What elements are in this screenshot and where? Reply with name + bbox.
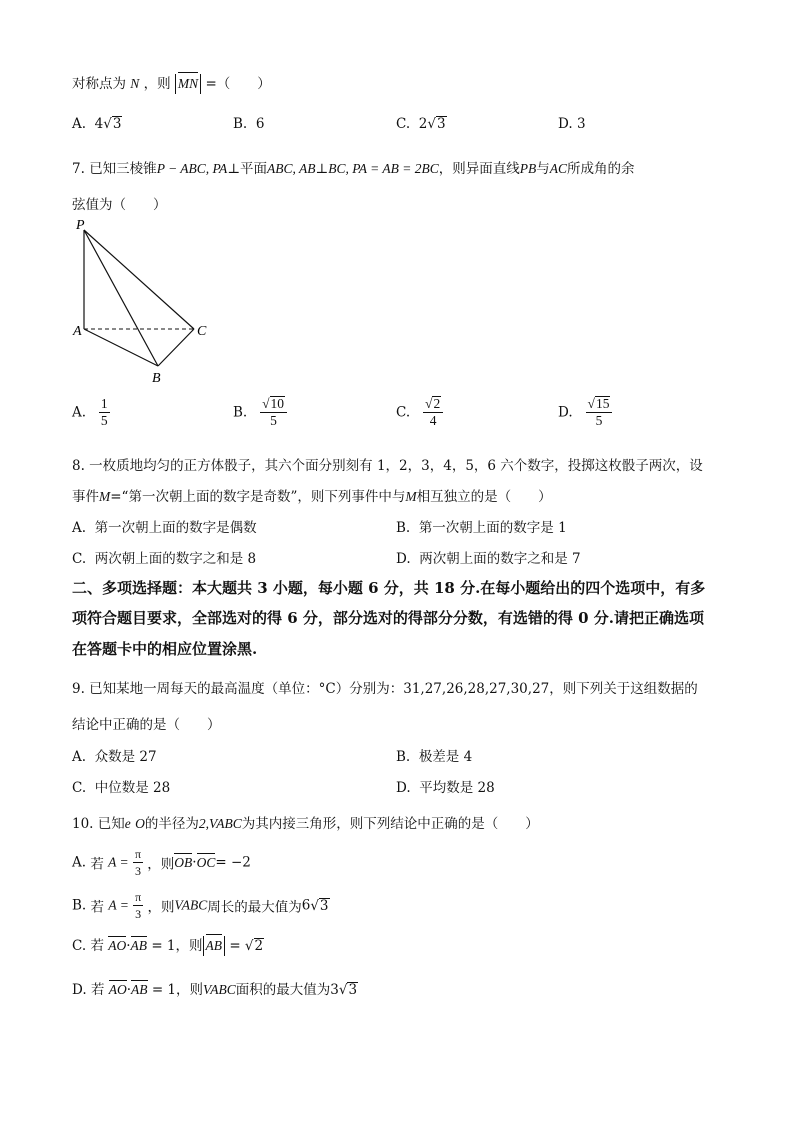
label-p: P: [76, 218, 85, 233]
q7-line-1: 7. 已知三棱锥P − ABC, PA⊥平面ABC, AB⊥BC, PA = AB = 2BC，则异面直线PB与AC所成角的余: [72, 161, 635, 177]
q8-option-b: B. 第一次朝上面的数字是 1: [396, 520, 567, 536]
q7-line-2: 弦值为（ ）: [72, 197, 167, 213]
vector-mn-abs: MN: [175, 74, 201, 94]
q8-line-2: 事件M=“第一次朝上面的数字是奇数”，则下列事件中与M相互独立的是（ ）: [72, 489, 552, 505]
q9-line-1: 9. 已知某地一周每天的最高温度（单位：°C）分别为：31,27,26,28,27,30,27，则下列关于这组数据的: [72, 681, 698, 697]
point-n: N: [130, 76, 140, 91]
top-option-c: C. 2√3: [396, 116, 446, 132]
q9-line-2: 结论中正确的是（ ）: [72, 717, 221, 733]
section2-line-1: 二、多项选择题：本大题共 3 小题，每小题 6 分，共 18 分.在每小题给出的四个选项中，有多: [72, 579, 706, 597]
q10-option-b: B. 若 A = $\frac{\pi}{3}$ ，则VABC周长的最大值为6√3: [72, 890, 329, 921]
q7-option-c: C. $\frac{√2}{4}$: [396, 396, 443, 429]
q8-line-1: 8. 一枚质地均匀的正方体骰子，其六个面分别刻有 1，2，3，4，5，6 六个数字，投掷这枚骰子两次，设: [72, 458, 703, 474]
label-b: B: [152, 371, 161, 386]
edge-pc: [84, 230, 194, 329]
q8-option-c: C. 两次朝上面的数字之和是 8: [72, 551, 257, 567]
edge-ab: [84, 329, 158, 366]
q7-option-d: D. $\frac{√15}{5}$: [558, 396, 612, 429]
q7-option-a: A. $\frac{1}{5}$: [72, 396, 108, 428]
tetrahedron-figure: [72, 214, 222, 386]
label-c: C: [197, 324, 207, 339]
section2-line-3: 在答题卡中的相应位置涂黑.: [72, 640, 258, 658]
q10-line-1: 10. 已知e O的半径为2,VABC为其内接三角形，则下列结论中正确的是（ ）: [72, 816, 539, 832]
q8-option-d: D. 两次朝上面的数字之和是 7: [396, 551, 581, 567]
q9-option-a: A. 众数是 27: [72, 749, 157, 765]
q10-option-d: D. 若 AO·AB = 1，则VABC面积的最大值为3√3: [72, 982, 358, 998]
q9-option-c: C. 中位数是 28: [72, 780, 171, 796]
edge-bc: [158, 329, 194, 366]
section2-line-2: 项符合题目要求，全部选对的得 6 分，部分选对的得部分分数，有选错的得 0 分.请把正确选项: [72, 609, 704, 627]
q9-option-b: B. 极差是 4: [396, 749, 473, 765]
q9-option-d: D. 平均数是 28: [396, 780, 495, 796]
q10-option-a: A. 若 A = $\frac{\pi}{3}$ ，则OB·OC= −2: [72, 847, 251, 878]
q8-option-a: A. 第一次朝上面的数字是偶数: [72, 520, 257, 536]
q7-option-b: B. $\frac{√10}{5}$: [233, 396, 287, 429]
q10-option-c: C. 若 AO·AB = 1，则 AB = √2: [72, 938, 264, 954]
edge-pb: [84, 230, 158, 366]
top-question-line: 对称点为 N ，则 MN =（ ）: [72, 76, 271, 92]
top-option-d: D. 3: [558, 116, 586, 132]
top-option-a: A. 4√3: [72, 116, 122, 132]
top-option-b: B. 6: [233, 116, 265, 132]
label-a: A: [73, 324, 82, 339]
